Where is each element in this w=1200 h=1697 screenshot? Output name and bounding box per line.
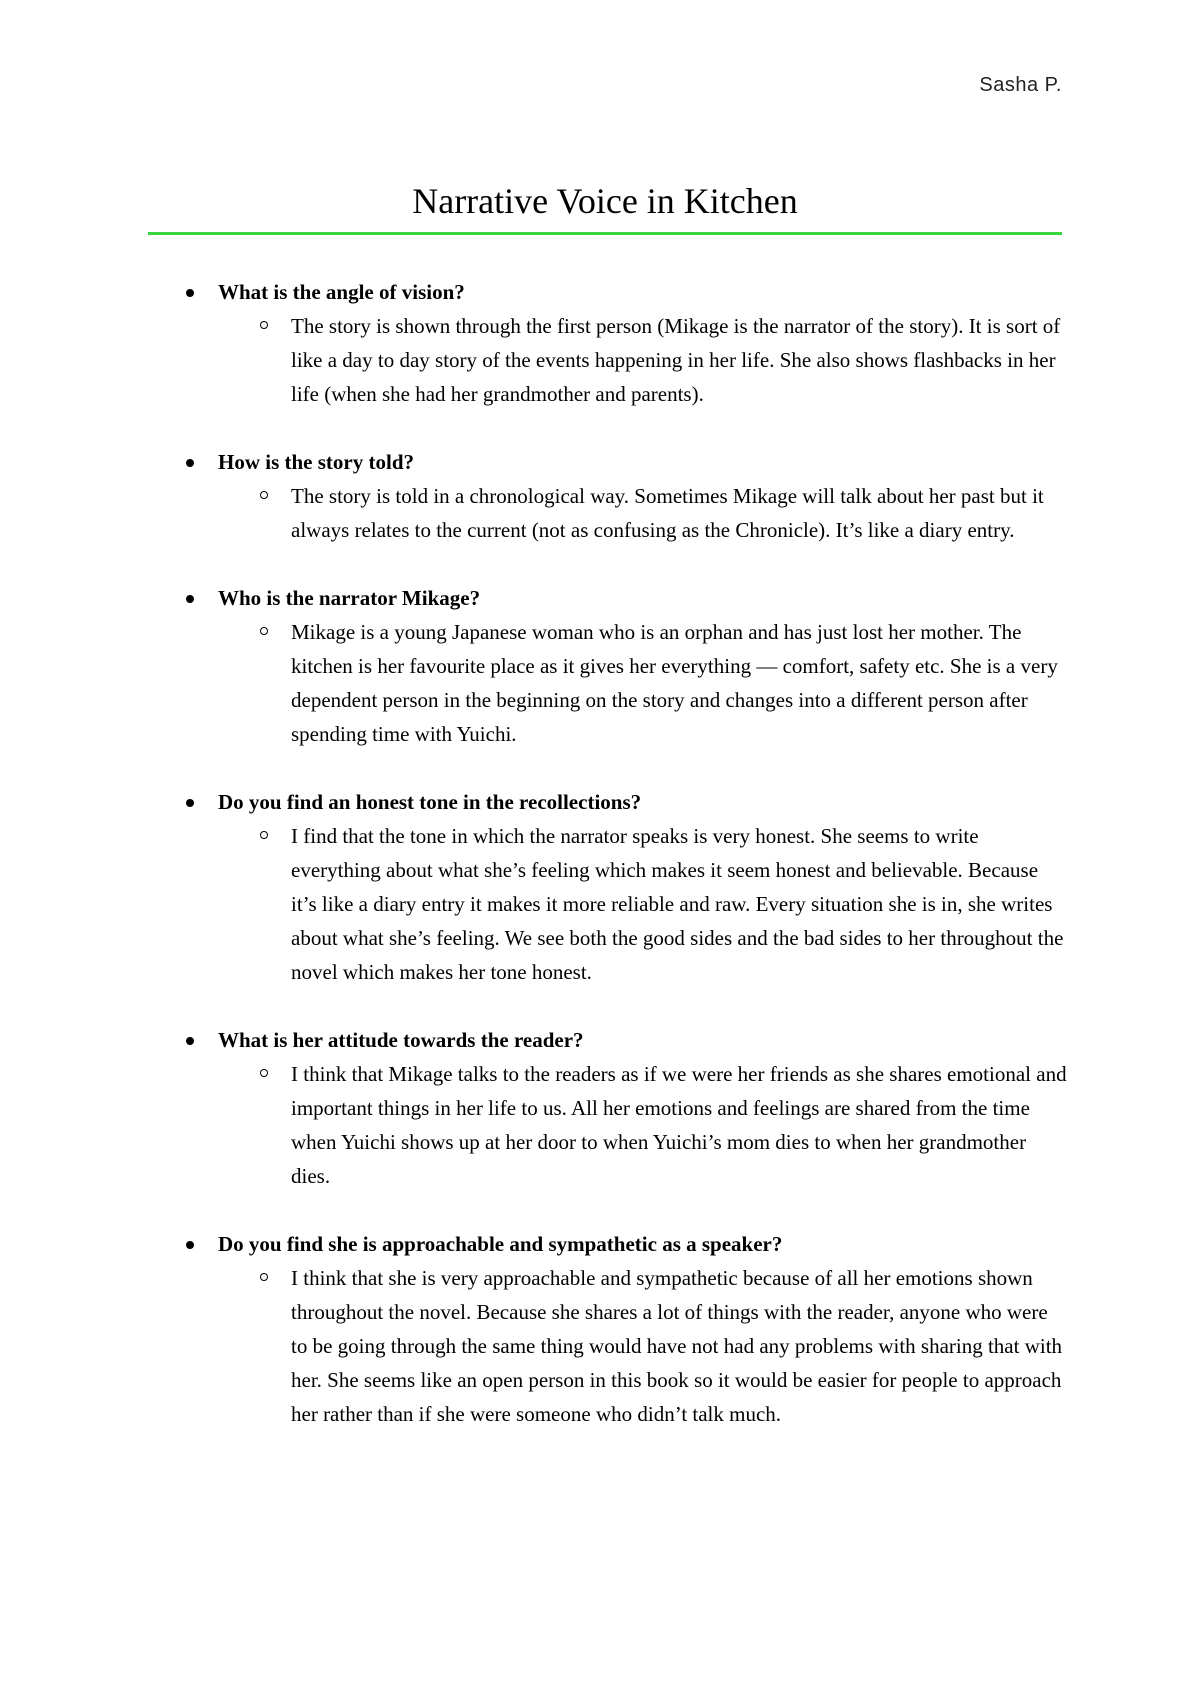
answer-row	[148, 479, 1068, 547]
author-name: Sasha P.	[979, 74, 1062, 96]
question-text: Do you find an honest tone in the recollections?	[218, 790, 642, 814]
answer-text: I think that Mikage talks to the readers as if we were her friends as she shares emotional and important things in her life to us. All her emotions and feelings are shared from the time when Yuichi shows up at her door to when Yuichi’s mom dies to when her grandmother dies.	[291, 1062, 1067, 1188]
question-text: Do you find she is approachable and sympathetic as a speaker?	[218, 1232, 783, 1256]
answer-text: Mikage is a young Japanese woman who is an orphan and has just lost her mother. The kitchen is her favourite place as it gives her everything — comfort, safety etc. She is a very dependent person in the beginning on the story and changes into a different person after spending time with Yuichi.	[291, 620, 1058, 746]
question-list	[148, 275, 1068, 1465]
hollow-bullet-icon	[260, 831, 268, 839]
list-item	[148, 581, 1068, 751]
bullet-icon	[186, 595, 194, 603]
question-text: Who is the narrator Mikage?	[218, 586, 481, 610]
question-row	[148, 1227, 1068, 1261]
list-item	[148, 275, 1068, 411]
hollow-bullet-icon	[260, 627, 268, 635]
answer-text: The story is told in a chronological way. Sometimes Mikage will talk about her past but it always relates to the current (not as confusing as the Chronicle). It’s like a diary entry.	[291, 484, 1044, 542]
hollow-bullet-icon	[260, 491, 268, 499]
list-item	[148, 1023, 1068, 1193]
document-title: Narrative Voice in Kitchen	[412, 181, 798, 221]
bullet-icon	[186, 1037, 194, 1045]
answer-row	[148, 1057, 1068, 1193]
answer-text: I find that the tone in which the narrator speaks is very honest. She seems to write everything about what she’s feeling which makes it seem honest and believable. Because it’s like a diary entry it makes it more reliable and raw. Every situation she is in, she writes about what she’s feeling. We see both the good sides and the bad sides to her throughout the novel which makes her tone honest.	[291, 824, 1064, 984]
question-text: What is the angle of vision?	[218, 280, 465, 304]
list-item	[148, 1227, 1068, 1431]
answer-row	[148, 309, 1068, 411]
answer-row	[148, 1261, 1068, 1431]
bullet-icon	[186, 799, 194, 807]
question-row	[148, 275, 1068, 309]
hollow-bullet-icon	[260, 321, 268, 329]
bullet-icon	[186, 459, 194, 467]
hollow-bullet-icon	[260, 1069, 268, 1077]
answer-row	[148, 615, 1068, 751]
answer-row	[148, 819, 1068, 989]
question-row	[148, 581, 1068, 615]
question-row	[148, 445, 1068, 479]
answer-text: The story is shown through the first person (Mikage is the narrator of the story). It is sort of like a day to day story of the events happening in her life. She also shows flashbacks in her life (when she had her grandmother and parents).	[291, 314, 1061, 406]
answer-text: I think that she is very approachable and sympathetic because of all her emotions shown throughout the novel. Because she shares a lot of things with the reader, anyone who were to be going through the same thing would have not had any problems with sharing that with her. She seems like an open person in this book so it would be easier for people to approach her rather than if she were someone who didn’t talk much.	[291, 1266, 1063, 1426]
bullet-icon	[186, 1241, 194, 1249]
question-text: What is her attitude towards the reader?	[218, 1028, 584, 1052]
list-item	[148, 785, 1068, 989]
hollow-bullet-icon	[260, 1273, 268, 1281]
bullet-icon	[186, 289, 194, 297]
list-item	[148, 445, 1068, 547]
question-row	[148, 785, 1068, 819]
question-text: How is the story told?	[218, 450, 414, 474]
question-row	[148, 1023, 1068, 1057]
title-underline	[148, 232, 1062, 235]
